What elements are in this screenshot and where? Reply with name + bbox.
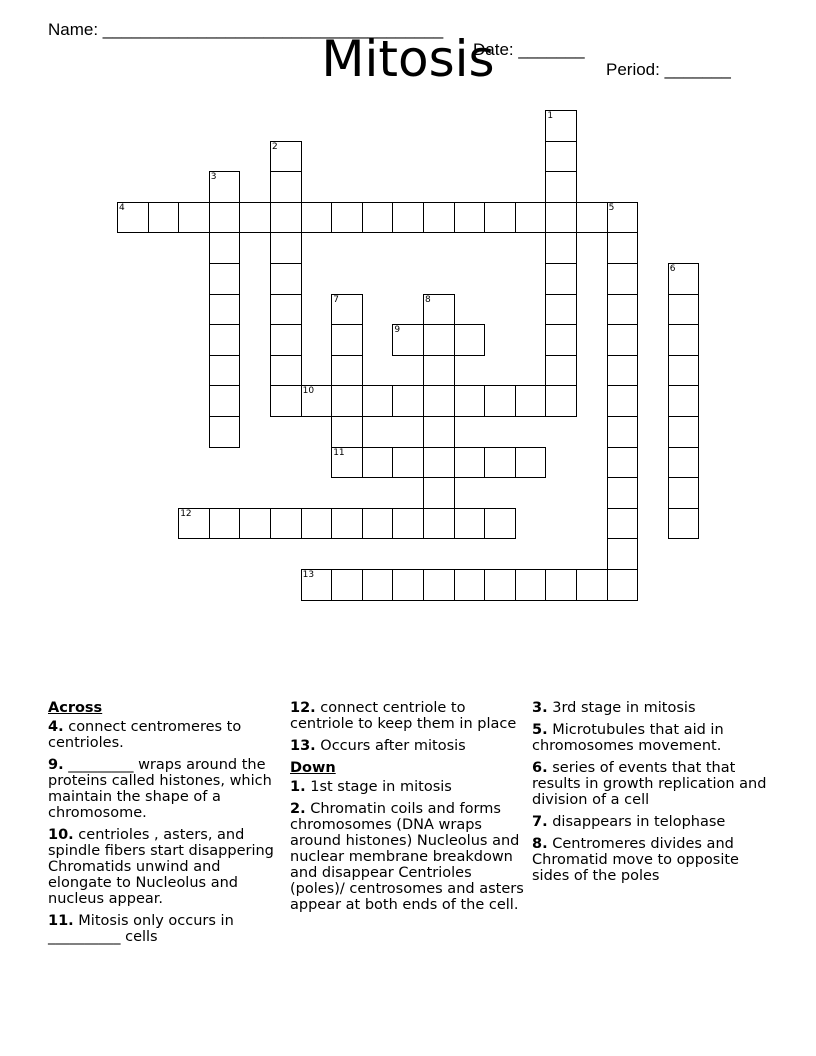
- grid-cell[interactable]: [270, 508, 302, 540]
- clues-column-1: [48, 700, 283, 951]
- clue-number-13: 13: [302, 570, 315, 580]
- clue-number-2: 2: [272, 141, 278, 152]
- grid-cell[interactable]: [515, 569, 547, 601]
- grid-cell[interactable]: [423, 508, 455, 540]
- grid-cell[interactable]: [392, 569, 424, 601]
- clue-number-5: 5: [608, 202, 615, 213]
- grid-cell[interactable]: [331, 416, 363, 448]
- clue-number-3: 3: [210, 172, 217, 183]
- grid-cell[interactable]: [545, 324, 577, 356]
- grid-cell[interactable]: [423, 447, 455, 479]
- down-heading: Down: [290, 760, 336, 776]
- grid-cell[interactable]: [454, 569, 486, 601]
- grid-cell[interactable]: [668, 324, 700, 356]
- grid-cell[interactable]: [301, 508, 333, 540]
- grid-cell[interactable]: [270, 294, 302, 326]
- grid-cell[interactable]: [392, 447, 424, 479]
- grid-cell[interactable]: [209, 416, 241, 448]
- date-field[interactable]: Date: _______: [473, 40, 585, 59]
- clue-number-8: 8: [425, 294, 431, 305]
- grid-cell[interactable]: [607, 263, 639, 295]
- clue-down-5: 5. Microtubules that aid in chromosomes movement.: [532, 722, 724, 754]
- grid-cell[interactable]: [331, 202, 363, 234]
- grid-cell[interactable]: [607, 447, 639, 479]
- grid-cell[interactable]: [209, 263, 241, 295]
- grid-cell[interactable]: [331, 324, 363, 356]
- grid-cell[interactable]: [607, 569, 639, 601]
- clues-column-3: [532, 700, 772, 890]
- grid-cell[interactable]: [362, 385, 394, 417]
- grid-cell[interactable]: [484, 508, 516, 540]
- grid-cell[interactable]: [209, 232, 241, 264]
- grid-cell[interactable]: [576, 202, 608, 234]
- grid-cell[interactable]: [607, 355, 639, 387]
- grid-cell[interactable]: [454, 447, 486, 479]
- clue-across-11: 11. Mitosis only occurs in __________ cells: [48, 913, 234, 945]
- grid-cell[interactable]: [545, 294, 577, 326]
- clue-number-9: 9: [394, 325, 401, 336]
- grid-cell[interactable]: [270, 202, 302, 234]
- grid-cell[interactable]: [270, 232, 302, 264]
- grid-cell[interactable]: [545, 141, 577, 173]
- grid-cell[interactable]: [423, 324, 455, 356]
- grid-cell[interactable]: [423, 569, 455, 601]
- grid-cell[interactable]: [668, 294, 700, 326]
- grid-cell[interactable]: [607, 385, 639, 417]
- grid-cell[interactable]: [362, 202, 394, 234]
- clues-column-2: [290, 700, 530, 919]
- grid-cell[interactable]: [270, 385, 302, 417]
- grid-cell[interactable]: [423, 355, 455, 387]
- grid-cell[interactable]: [607, 538, 639, 570]
- clue-down-3: 3. 3rd stage in mitosis: [532, 700, 696, 716]
- grid-cell[interactable]: [515, 447, 547, 479]
- grid-cell[interactable]: [668, 447, 700, 479]
- grid-cell[interactable]: [209, 385, 241, 417]
- grid-cell[interactable]: [301, 202, 333, 234]
- clue-number-11: 11: [333, 447, 345, 458]
- grid-cell[interactable]: [270, 263, 302, 295]
- grid-cell[interactable]: [209, 355, 241, 387]
- grid-cell[interactable]: [454, 324, 486, 356]
- grid-cell[interactable]: [484, 569, 516, 601]
- grid-cell[interactable]: [331, 508, 363, 540]
- grid-cell[interactable]: [545, 202, 577, 234]
- grid-cell[interactable]: [607, 232, 639, 264]
- clue-number-1: 1: [547, 111, 554, 121]
- grid-cell[interactable]: [239, 202, 271, 234]
- grid-cell[interactable]: [607, 477, 639, 509]
- grid-cell[interactable]: [209, 508, 241, 540]
- grid-cell[interactable]: [392, 385, 424, 417]
- clue-across-12: 12. connect centriole to centriole to keep them in place: [290, 700, 517, 732]
- name-field[interactable]: Name: ____________________________________: [48, 20, 444, 39]
- across-heading: Across: [48, 700, 103, 716]
- grid-cell[interactable]: [545, 385, 577, 417]
- grid-cell[interactable]: [239, 508, 271, 540]
- grid-cell[interactable]: [331, 355, 363, 387]
- grid-cell[interactable]: [209, 294, 241, 326]
- grid-cell[interactable]: [668, 355, 700, 387]
- grid-cell[interactable]: [362, 569, 394, 601]
- grid-cell[interactable]: [484, 385, 516, 417]
- grid-cell[interactable]: [454, 385, 486, 417]
- grid-cell[interactable]: [454, 202, 486, 234]
- clue-number-12: 12: [180, 508, 192, 519]
- grid-cell[interactable]: [515, 202, 547, 234]
- grid-cell[interactable]: [545, 263, 577, 295]
- grid-cell[interactable]: [270, 171, 302, 203]
- grid-cell[interactable]: [576, 569, 608, 601]
- grid-cell[interactable]: [209, 202, 241, 234]
- clue-across-13: 13. Occurs after mitosis: [290, 738, 466, 754]
- grid-cell[interactable]: [484, 202, 516, 234]
- grid-cell[interactable]: [607, 508, 639, 540]
- grid-cell[interactable]: [668, 385, 700, 417]
- grid-cell[interactable]: [515, 385, 547, 417]
- grid-cell[interactable]: [270, 324, 302, 356]
- grid-cell[interactable]: [148, 202, 180, 234]
- clue-down-1: 1. 1st stage in mitosis: [290, 779, 452, 795]
- clue-down-7: 7. disappears in telophase: [532, 814, 726, 830]
- clue-number-10: 10: [302, 386, 315, 397]
- grid-cell[interactable]: [331, 569, 363, 601]
- grid-cell[interactable]: [607, 416, 639, 448]
- grid-cell[interactable]: [209, 324, 241, 356]
- grid-cell[interactable]: [392, 508, 424, 540]
- clue-down-8: 8. Centromeres divides and Chromatid move to opposite sides of the poles: [532, 836, 739, 884]
- grid-cell[interactable]: [484, 447, 516, 479]
- clue-number-7: 7: [333, 294, 339, 305]
- grid-cell[interactable]: [668, 477, 700, 509]
- clue-across-9: 9. _________ wraps around the proteins called histones, which maintain the shape of a chromosome.: [48, 757, 272, 821]
- clue-across-10: 10. centrioles , asters, and spindle fibers start disappering Chromatids unwind and elongate to Nucleolus and nucleus appear.: [48, 827, 274, 907]
- grid-cell[interactable]: [545, 355, 577, 387]
- grid-cell[interactable]: [270, 355, 302, 387]
- clue-down-6: 6. series of events that that results in growth replication and division of a cell: [532, 760, 767, 808]
- grid-cell[interactable]: [545, 569, 577, 601]
- grid-cell[interactable]: [545, 232, 577, 264]
- grid-cell[interactable]: [423, 416, 455, 448]
- grid-cell[interactable]: [668, 416, 700, 448]
- grid-cell[interactable]: [392, 202, 424, 234]
- grid-cell[interactable]: [607, 324, 639, 356]
- grid-cell[interactable]: [668, 508, 700, 540]
- clue-across-4: 4. connect centromeres to centrioles.: [48, 719, 242, 751]
- grid-cell[interactable]: [423, 202, 455, 234]
- clue-down-2: 2. Chromatin coils and forms chromosomes (DNA wraps around histones) Nucleolus and nuclear membrane breakdown and disappear Centrioles (poles)/ centrosomes and asters appear at both ends of the cell.: [290, 801, 524, 913]
- page-title: Mitosis: [321, 30, 495, 88]
- grid-cell[interactable]: [178, 202, 210, 234]
- clue-number-4: 4: [119, 202, 125, 213]
- clue-number-6: 6: [669, 264, 676, 274]
- grid-cell[interactable]: [423, 385, 455, 417]
- grid-cell[interactable]: [423, 477, 455, 509]
- grid-cell[interactable]: [331, 385, 363, 417]
- grid-cell[interactable]: [607, 294, 639, 326]
- grid-cell[interactable]: [545, 171, 577, 203]
- grid-cell[interactable]: [454, 508, 486, 540]
- grid-cell[interactable]: [362, 447, 394, 479]
- period-field[interactable]: Period: _______: [606, 60, 731, 79]
- grid-cell[interactable]: [362, 508, 394, 540]
